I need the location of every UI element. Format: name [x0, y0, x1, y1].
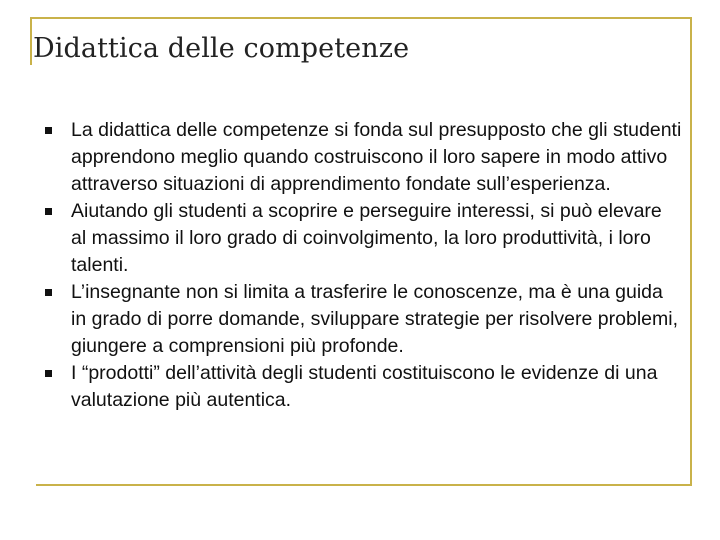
square-bullet-icon — [45, 289, 52, 296]
slide-title: Didattica delle competenze — [33, 33, 410, 64]
square-bullet-icon — [45, 127, 52, 134]
square-bullet-icon — [45, 370, 52, 377]
frame-left-rule — [30, 17, 32, 65]
bullet-text: La didattica delle competenze si fonda sul presupposto che gli studenti apprendono meglio quando costruiscono il loro sapere in modo attivo attraverso situazioni di apprendimento fondate sull’esperienza. — [71, 119, 682, 195]
bullet-text: Aiutando gli studenti a scoprire e perseguire interessi, si può elevare al massimo il loro grado di coinvolgimento, la loro produttività, i loro talenti. — [71, 200, 662, 276]
bullet-text: I “prodotti” dell’attività degli studenti costituiscono le evidenze di una valutazione più autentica. — [71, 362, 658, 411]
frame-top-rule — [30, 17, 692, 19]
bullet-item — [42, 198, 682, 279]
bullet-item — [42, 360, 682, 414]
bullet-item — [42, 117, 682, 198]
frame-right-rule — [690, 17, 692, 485]
bullet-text: L’insegnante non si limita a trasferire le conoscenze, ma è una guida in grado di porre domande, sviluppare strategie per risolvere problemi, giungere a comprensioni più profonde. — [71, 281, 678, 357]
bullet-list — [42, 117, 682, 414]
square-bullet-icon — [45, 208, 52, 215]
bullet-item — [42, 279, 682, 360]
frame-bottom-rule — [36, 484, 692, 486]
